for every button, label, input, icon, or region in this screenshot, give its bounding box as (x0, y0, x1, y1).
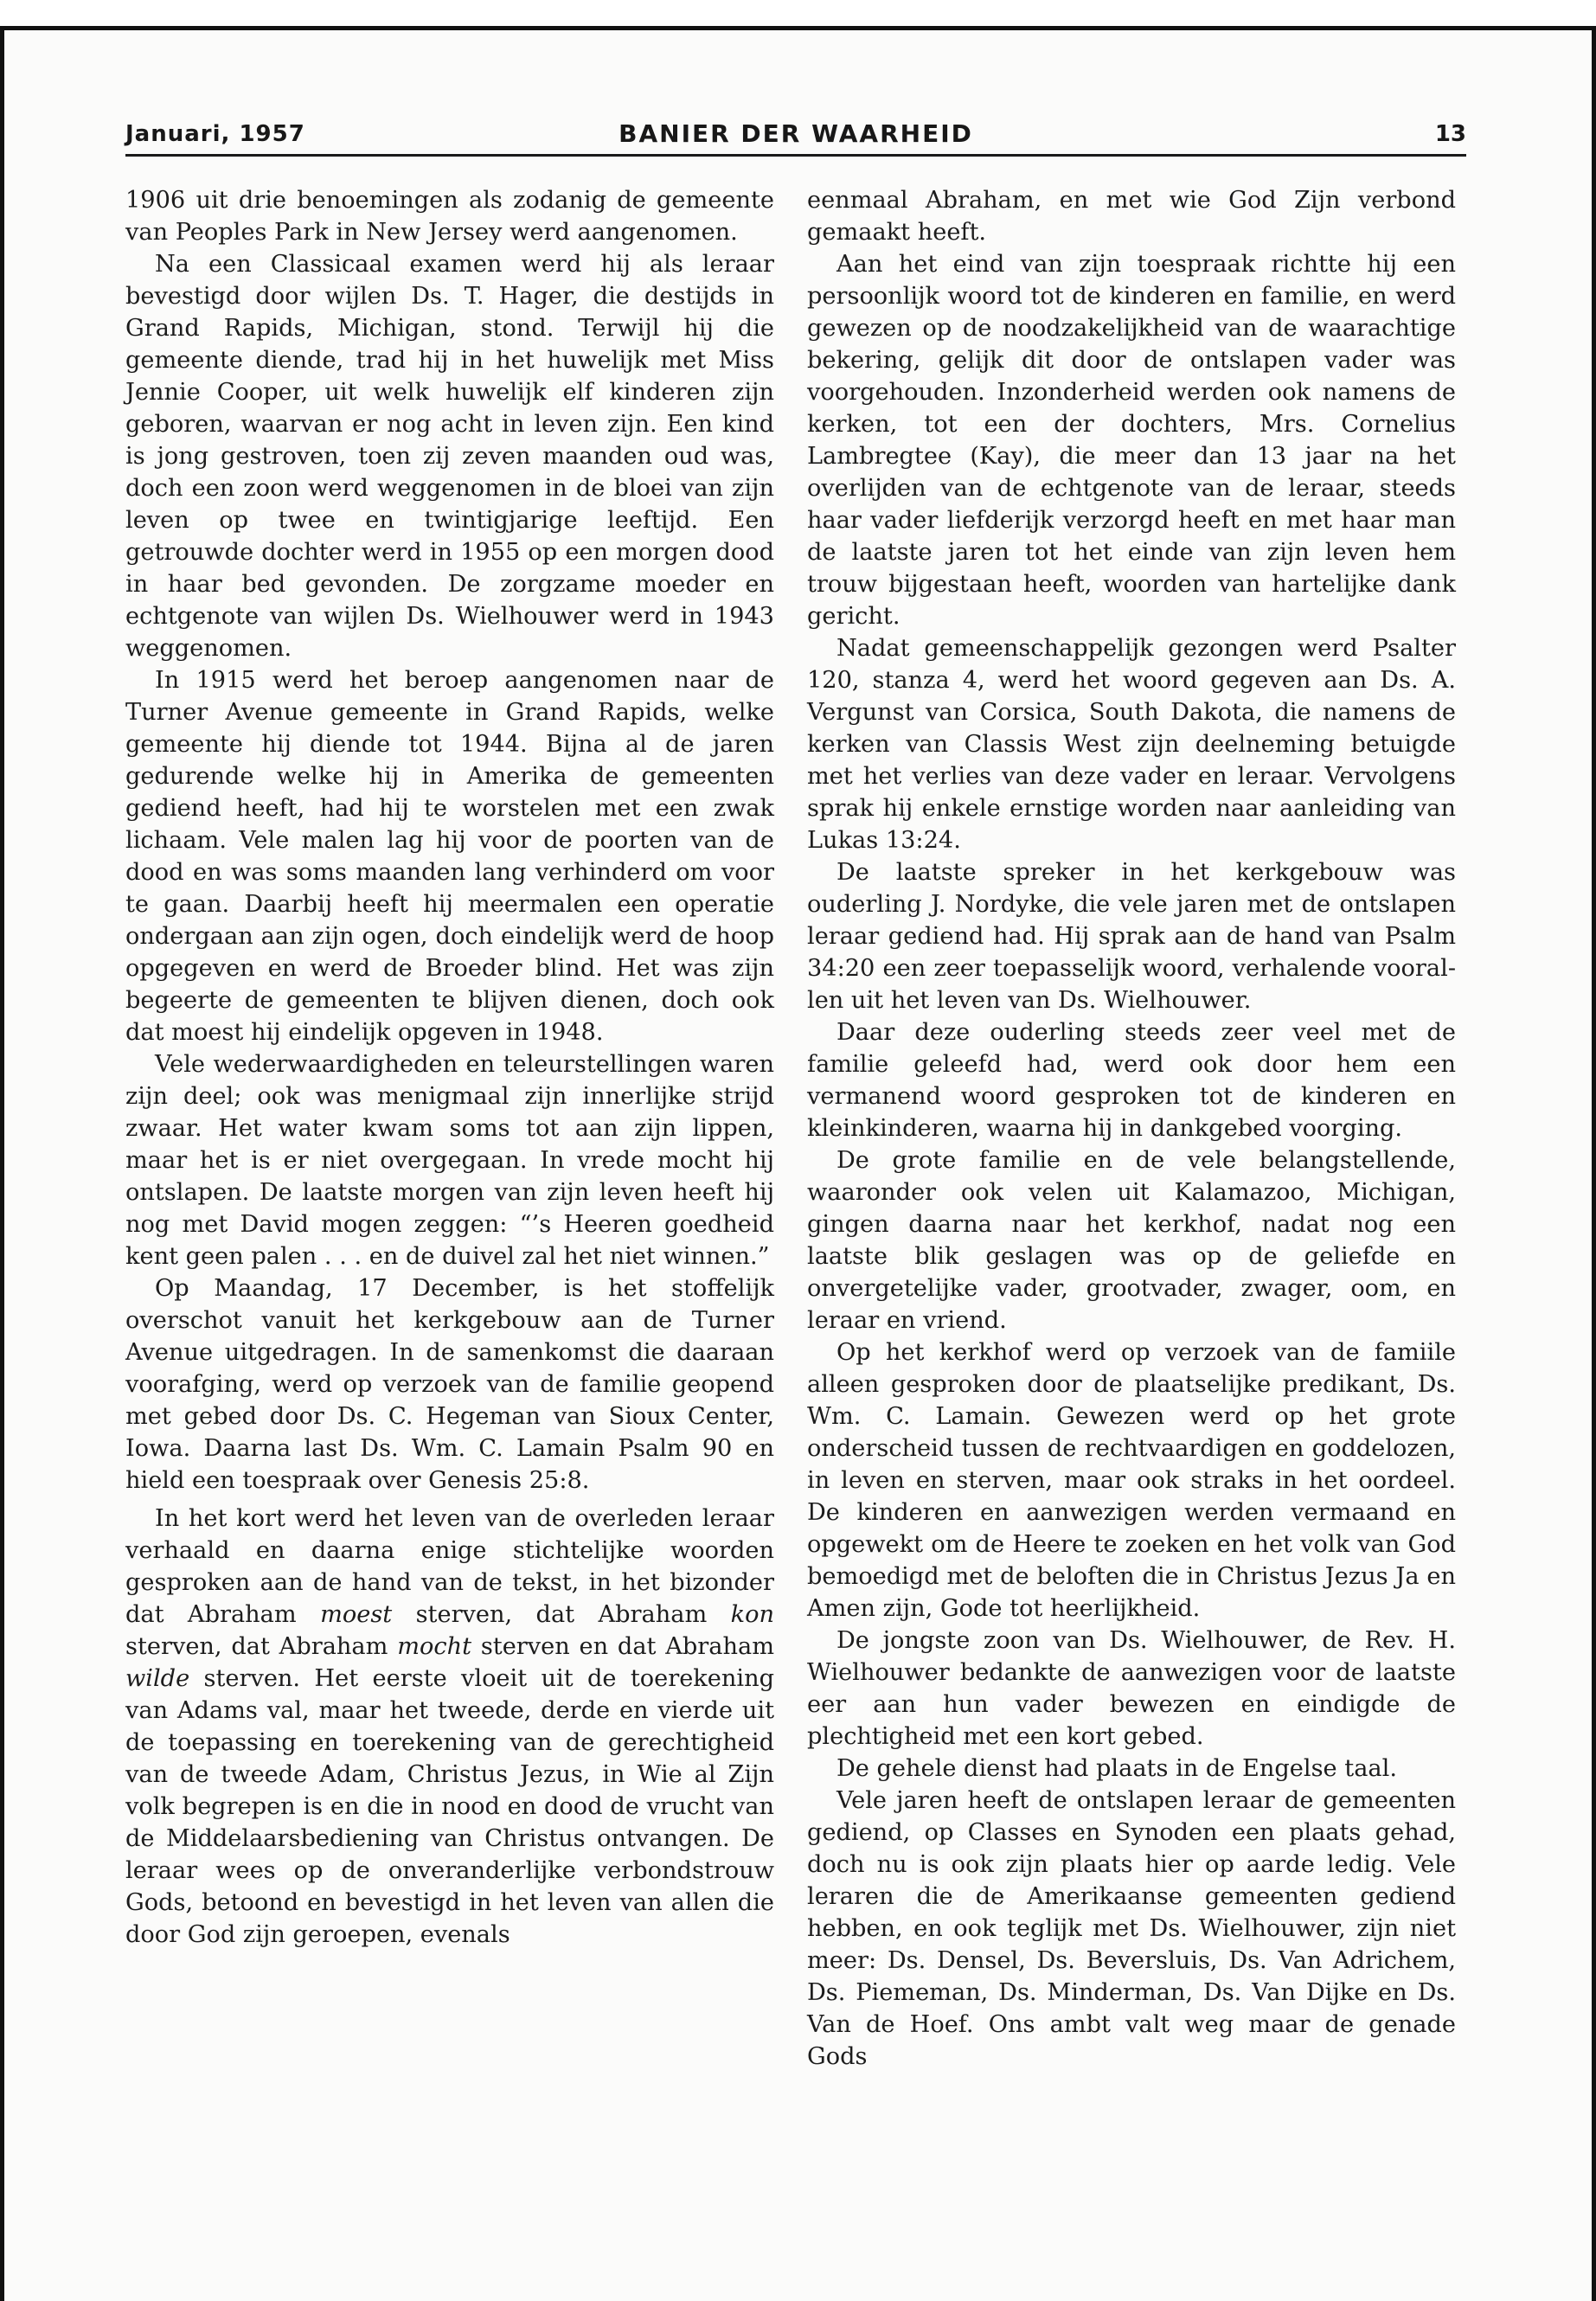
page-number: 13 (1434, 121, 1466, 147)
paragraph: Op het kerkhof werd op verzoek van de famiile alleen gesproken door de plaatselijke predikant, Ds. Wm. C. Lamain. Gewezen werd op het grote onderscheid tussen de rechtvaardigen en goddelozen, in leven en sterven, maar ook straks in het oordeel. De kinderen en aanwezigen werden vermaand en opgewekt om de Heere te zoeken en het volk van God bemoedigd met de beloften die in Christus Jezus Ja en Amen zijn, Gode tot heerlijkheid. (807, 1339, 1456, 1622)
publication-title: BANIER DER WAARHEID (619, 119, 973, 148)
issue-date: Januari, 1957 (125, 121, 305, 147)
italic-word: moest (320, 1601, 393, 1628)
text-run: sterven, dat Abraham (125, 1633, 398, 1660)
text-run: In het kort werd het leven van de overleden leraar verhaald en daarna enige stichtelijke woorden gesproken aan de hand van de tekst, in het bizonder dat Abraham (125, 1505, 774, 1628)
paragraph: In 1915 werd het beroep aangenomen naar de Turner Avenue gemeente in Grand Rapids, welke gemeente hij diende tot 1944. Bijna al de jaren gedurende welke hij in Amerika de gemeenten gediend heeft, had hij te worstelen met een zwak lichaam. Vele malen lag hij voor de poorten van de dood en was soms maanden lang verhinderd om voor te gaan. Daarbij heeft hij meermalen een operatie ondergaan aan zijn ogen, doch eindelijk werd de hoop opgegeven en werd de Broeder blind. Het was zijn begeerte de gemeenten te blijven dienen, doch ook dat moest hij eindelijk opgeven in 1948. (125, 667, 774, 1046)
header-rule (125, 154, 1466, 157)
text-run: sterven en dat Abraham (471, 1633, 774, 1660)
italic-word: wilde (125, 1665, 190, 1692)
text-run: sterven, dat Abraham (392, 1601, 731, 1628)
paragraph: Op Maandag, 17 December, is het stoffelijk overschot vanuit het kerkgebouw aan de Turner Avenue uitgedragen. In de samenkomst die daaraan voorafging, werd op verzoek van de familie geopend met gebed door Ds. C. Hegeman van Sioux Center, Iowa. Daarna last Ds. Wm. C. Lamain Psalm 90 en hield een toespraak over Genesis 25:8. (125, 1275, 774, 1494)
page-header (125, 121, 1466, 157)
paragraph: Vele jaren heeft de ontslapen leraar de gemeenten gediend, op Classes en Synoden een plaats gehad, doch nu is ook zijn plaats hier op aarde ledig. Vele leraren die de Amerikaanse gemeenten gediend hebben, en ook teglijk met Ds. Wielhouwer, zijn niet meer: Ds. Densel, Ds. Beversluis, Ds. Van Adrichem, Ds. Piememan, Ds. Minderman, Ds. Van Dijke en Ds. Van de Hoef. Ons ambt valt weg maar de genade Gods (807, 1787, 1456, 2070)
right-column (807, 184, 1456, 2073)
text-run: sterven. Het eerste vloeit uit de toerekening van Adams val, maar het tweede, derde en vierde uit de toepassing en toerekening van de gerechtigheid van de tweede Adam, Christus Jezus, in Wie al Zijn volk begrepen is en die in nood en dood de vrucht van de Middelaarsbediening van Christus ontvangen. De leraar wees op de onveranderlijke verbondstrouw Gods, betoond en bevestigd in het leven van allen die door God zijn geroepen, evenals (125, 1665, 774, 1948)
paragraph: Aan het eind van zijn toespraak richtte hij een persoonlijk woord tot de kinderen en familie, en werd gewezen op de noodzakelijkheid van de waarachtige bekering, gelijk dit door de ontslapen vader was voorgehouden. Inzonderheid werden ook namens de kerken, tot een der dochters, Mrs. Cornelius Lambregtee (Kay), die meer dan 13 jaar na het overlijden van de echtgenote van de leraar, steeds haar vader liefderijk verzorgd heeft en met haar man de laatste jaren tot het einde van zijn leven hem trouw bijgestaan heeft, woorden van hartelijke dank gericht. (807, 251, 1456, 630)
left-column (125, 184, 774, 1951)
paragraph: De grote familie en de vele belangstellende, waaronder ook velen uit Kalamazoo, Michigan, gingen daarna naar het kerkhof, nadat nog een laatste blik geslagen was op de geliefde en onvergetelijke vader, grootvader, zwager, oom, en leraar en vriend. (807, 1147, 1456, 1334)
paragraph: Vele wederwaardigheden en teleurstellingen waren zijn deel; ook was menigmaal zijn innerlijke strijd zwaar. Het water kwam soms tot aan zijn lippen, maar het is er niet overgegaan. In vrede mocht hij ontslapen. De laatste morgen van zijn leven heeft hij nog met David mogen zeggen: “’s Heeren goedheid kent geen palen . . . en de duivel zal het niet winnen.” (125, 1051, 774, 1270)
paragraph: Nadat gemeenschappelijk gezongen werd Psalter 120, stanza 4, werd het woord gegeven aan Ds. A. Vergunst van Corsica, South Dakota, die namens de kerken van Classis West zijn deelneming betuigde met het verlies van deze vader en leraar. Vervolgens sprak hij enkele ernstige worden naar aanleiding van Lukas 13:24. (807, 635, 1456, 854)
paragraph: De jongste zoon van Ds. Wielhouwer, de Rev. H. Wielhouwer bedankte de aanwezigen voor de laatste eer aan hun vader bewezen en eindigde de plechtigheid met een kort gebed. (807, 1627, 1456, 1750)
paragraph: De laatste spreker in het kerkgebouw was ouderling J. Nordyke, die vele jaren met de ontslapen leraar gediend had. Hij sprak aan de hand van Psalm 34:20 een zeer toepasselijk woord, verhalende voorallen uit het leven van Ds. Wielhouwer. (807, 859, 1456, 1014)
italic-word: mocht (397, 1633, 472, 1660)
paragraph: 1906 uit drie benoemingen als zodanig de gemeente van Peoples Park in New Jersey werd aangenomen. (125, 187, 774, 246)
paragraph: Na een Classicaal examen werd hij als leraar bevestigd door wijlen Ds. T. Hager, die destijds in Grand Rapids, Michigan, stond. Terwijl hij die gemeente diende, trad hij in het huwelijk met Miss Jennie Cooper, uit welk huwelijk elf kinderen zijn geboren, waarvan er nog acht in leven zijn. Een kind is jong gestroven, toen zij zeven maanden oud was, doch een zoon werd weggenomen in de bloei van zijn leven op twee en twintigjarige leeftijd. Een getrouwde dochter werd in 1955 op een morgen dood in haar bed gevonden. De zorgzame moeder en echtgenote van wijlen Ds. Wielhouwer werd in 1943 weggenomen. (125, 251, 774, 662)
paragraph (125, 1503, 774, 1951)
italic-word: kon (730, 1601, 774, 1628)
paragraph: eenmaal Abraham, en met wie God Zijn verbond gemaakt heeft. (807, 187, 1456, 246)
paragraph: Daar deze ouderling steeds zeer veel met de familie geleefd had, werd ook door hem een vermanend woord gesproken tot de kinderen en kleinkinderen, waarna hij in dankgebed voorging. (807, 1019, 1456, 1142)
paragraph: De gehele dienst had plaats in de Engelse taal. (836, 1755, 1397, 1782)
